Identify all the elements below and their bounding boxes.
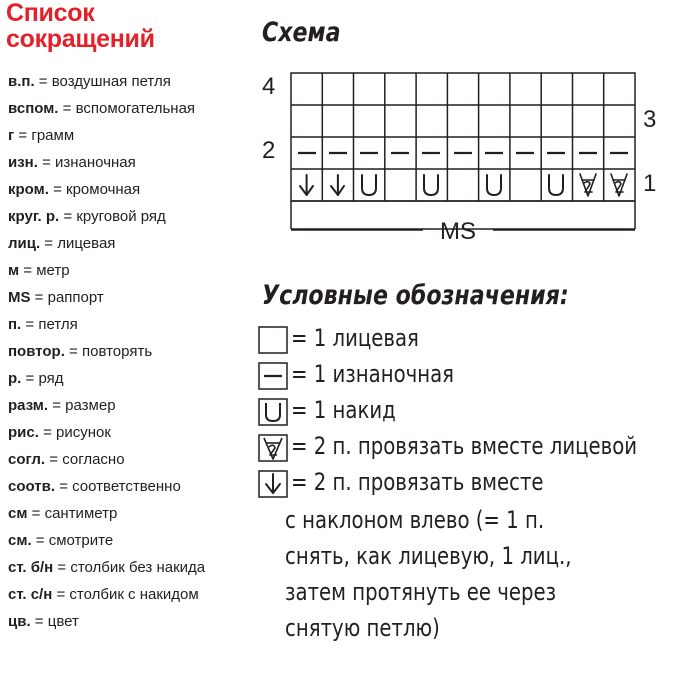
abbreviation-item: соотв. = соответственно (8, 478, 181, 495)
abbreviation-meaning: метр (36, 262, 70, 279)
abbreviation-meaning: вспомогательная (75, 100, 196, 117)
legend-continuation-text: с наклоном влево (= 1 п. (285, 506, 545, 534)
abbreviation-meaning: изнаночная (55, 154, 136, 171)
abbreviation-term: р. (8, 370, 22, 387)
abbreviation-term: кром. (8, 181, 49, 198)
abbreviation-item: см. = смотрите (8, 532, 114, 549)
abbreviation-term: повтор. (8, 343, 65, 360)
legend-text: = 1 изнаночная (291, 360, 455, 388)
abbreviation-item: ст. с/н = столбик с накидом (8, 586, 199, 603)
abbreviation-meaning: столбик с накидом (69, 586, 199, 603)
abbreviations-title-line-2: сокращений (6, 25, 155, 53)
abbreviation-meaning: повторять (82, 343, 153, 360)
legend-continuation-text: снять, как лицевую, 1 лиц., (285, 542, 572, 570)
yarn-over-icon (258, 398, 288, 426)
k2tog-symbol (611, 174, 627, 196)
scheme-title: Схема (262, 17, 341, 48)
abbreviation-term: лиц. (8, 235, 41, 252)
abbreviation-term: изн. (8, 154, 38, 171)
abbreviation-term: в.п. (8, 73, 35, 90)
purl-icon (258, 362, 288, 390)
legend-item-purl (258, 358, 640, 394)
abbreviation-meaning: столбик без накида (70, 559, 206, 576)
legend-continuation-line (258, 502, 571, 538)
abbreviation-item: рис. = рисунок (8, 424, 111, 441)
abbreviation-meaning: размер (65, 397, 116, 414)
legend-text: = 2 п. провязать вместе лицевой (291, 432, 638, 460)
decrease-left-symbol (300, 175, 313, 195)
abbreviation-item: г = грамм (8, 127, 75, 144)
abbreviation-meaning: лицевая (57, 235, 116, 252)
abbreviation-item: лиц. = лицевая (8, 235, 116, 252)
legend-item-k2tog (258, 430, 640, 466)
abbreviation-meaning: рисунок (56, 424, 111, 441)
abbreviation-term: г (8, 127, 15, 144)
k2tog-icon (258, 434, 288, 462)
yarn-over-symbol (487, 175, 501, 195)
abbreviations-title (6, 0, 155, 52)
abbreviation-term: ст. б/н (8, 559, 54, 576)
legend-text: = 1 накид (291, 396, 396, 424)
abbreviation-term: разм. (8, 397, 49, 414)
abbreviation-term: круг. р. (8, 208, 60, 225)
abbreviation-meaning: соответственно (72, 478, 181, 495)
legend-item-yarn-over (258, 394, 640, 430)
abbreviation-meaning: грамм (31, 127, 75, 144)
legend-list (258, 322, 640, 646)
repeat-label: MS (440, 218, 476, 245)
abbreviation-item: круг. р. = круговой ряд (8, 208, 166, 225)
abbreviation-meaning: кромочная (66, 181, 141, 198)
abbreviation-meaning: смотрите (48, 532, 114, 549)
abbreviation-item: разм. = размер (8, 397, 116, 414)
abbreviation-item: ст. б/н = столбик без накида (8, 559, 206, 576)
legend-title: Условные обозначения: (262, 280, 569, 311)
abbreviation-item: MS = раппорт (8, 289, 104, 306)
abbreviation-term: согл. (8, 451, 46, 468)
yarn-over-symbol (549, 175, 563, 195)
abbreviation-list (8, 68, 205, 635)
legend-continuation-line (258, 538, 571, 574)
row-label-4: 4 (262, 73, 276, 100)
abbreviation-term: соотв. (8, 478, 56, 495)
abbreviation-item: р. = ряд (8, 370, 64, 387)
abbreviation-item: кром. = кромочная (8, 181, 141, 198)
abbreviation-term: MS (8, 289, 31, 306)
abbreviations-title-line-1: Список (6, 0, 95, 27)
legend-continuation-text: затем протянуть ее через (285, 578, 557, 606)
abbreviation-meaning: воздушная петля (51, 73, 171, 90)
abbreviation-term: вспом. (8, 100, 59, 117)
yarn-over-symbol (362, 175, 376, 195)
abbreviation-item: изн. = изнаночная (8, 154, 136, 171)
abbreviation-meaning: петля (38, 316, 78, 333)
abbreviation-term: см. (8, 532, 32, 549)
abbreviation-meaning: ряд (38, 370, 64, 387)
legend-text: = 2 п. провязать вместе (291, 468, 544, 496)
abbreviation-item: вспом. = вспомогательная (8, 100, 196, 117)
abbreviation-item: цв. = цвет (8, 613, 79, 630)
abbreviation-term: ст. с/н (8, 586, 53, 603)
knit-icon (258, 326, 288, 354)
abbreviation-item: согл. = согласно (8, 451, 125, 468)
abbreviation-term: п. (8, 316, 22, 333)
yarn-over-symbol (424, 175, 438, 195)
row-label-2: 2 (262, 137, 276, 164)
legend-item-knit (258, 322, 640, 358)
abbreviation-term: см (8, 505, 28, 522)
abbreviation-meaning: согласно (62, 451, 125, 468)
abbreviation-item: см = сантиметр (8, 505, 118, 522)
abbreviation-meaning: раппорт (47, 289, 104, 306)
abbreviation-item: п. = петля (8, 316, 78, 333)
abbreviation-item: в.п. = воздушная петля (8, 73, 171, 90)
abbreviation-term: м (8, 262, 20, 279)
legend-continuation-line (258, 610, 571, 646)
row-label-3: 3 (643, 106, 657, 133)
abbreviation-meaning: цвет (47, 613, 79, 630)
decrease-left-symbol (331, 175, 344, 195)
legend-item-decrease-left (258, 466, 640, 502)
k2tog-symbol (580, 174, 596, 196)
row-label-1: 1 (643, 170, 657, 197)
abbreviation-term: рис. (8, 424, 39, 441)
abbreviation-meaning: круговой ряд (76, 208, 166, 225)
abbreviation-meaning: сантиметр (44, 505, 118, 522)
abbreviation-item: м = метр (8, 262, 70, 279)
knitting-chart (258, 65, 658, 245)
legend-continuation-line (258, 574, 571, 610)
abbreviation-item: повтор. = повторять (8, 343, 153, 360)
abbreviation-term: цв. (8, 613, 31, 630)
legend-text: = 1 лицевая (291, 324, 419, 352)
decrease-left-icon (258, 470, 288, 498)
legend-continuation-text: снятую петлю) (285, 614, 440, 642)
